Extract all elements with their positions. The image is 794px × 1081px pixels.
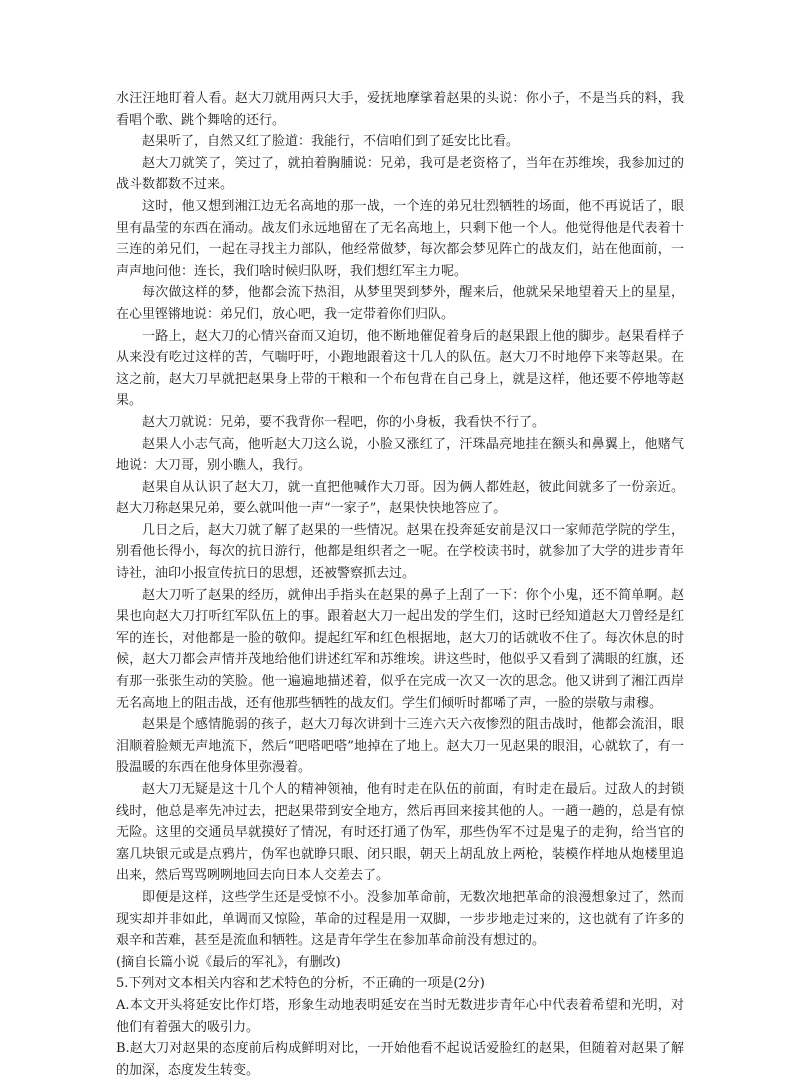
- paragraph: 即便是这样，这些学生还是受惊不小。没参加革命前，无数次地把革命的浪漫想象过了，然而现实却并非如此，单调而又惊险，革命的过程是用一双脚，一步步地走过来的，这也就有了许多的艰辛和苦难，甚至是流血和牺牲。这是青年学生在参加革命前没有想过的。: [116, 889, 684, 949]
- paragraph: 赵大刀就说：兄弟，要不我背你一程吧，你的小身板，我看快不行了。: [142, 414, 546, 430]
- paragraph: 赵果是个感情脆弱的孩子，赵大刀每次讲到十三连六天六夜惨烈的阻击战时，他都会流泪，眼泪顺着脸颊无声地流下，然后“吧嗒吧嗒”地掉在了地上。赵大刀一见赵果的眼泪，心就软了，有一股温暖的东西在他身体里弥漫着。: [116, 717, 684, 776]
- paragraph: 这时，他又想到湘江边无名高地的那一战，一个连的弟兄壮烈牺牲的场面，他不再说话了，眼里有晶莹的东西在涌动。战友们永远地留在了无名高地上，只剩下他一个人。他觉得他是代表着十三连的弟兄们，一起在寻找主力部队，他经常做梦，每次都会梦见阵亡的战友们，站在他面前，一声声地问他：连长，我们啥时候归队呀，我们想红军主力呢。: [116, 198, 684, 279]
- paragraph: 赵果人小志气高，他听赵大刀这么说，小脸又涨红了，汗珠晶亮地挂在额头和鼻翼上，他赌气地说：大刀哥，别小瞧人，我行。: [116, 436, 684, 474]
- source-note: (摘自长篇小说《最后的军礼》，有删改): [116, 954, 341, 970]
- option-b: B.赵大刀对赵果的态度前后构成鲜明对比，一开始他看不起说话爱脸红的赵果，但随着对赵果了解的加深，态度发生转变。: [116, 1041, 684, 1078]
- paragraph: 水汪汪地盯着人看。赵大刀就用两只大手，爱抚地摩挲着赵果的头说：你小子，不是当兵的料，我看唱个歌、跳个舞啥的还行。: [116, 91, 684, 128]
- option-a: A.本文开头将延安比作灯塔，形象生动地表明延安在当时无数进步青年心中代表着希望和光明，对他们有着强大的吸引力。: [116, 997, 684, 1035]
- paragraph: 赵大刀就笑了，笑过了，就拍着胸脯说：兄弟，我可是老资格了，当年在苏维埃，我参加过的战斗数都数不过来。: [116, 155, 684, 193]
- paragraph: 几日之后，赵大刀就了解了赵果的一些情况。赵果在投奔延安前是汉口一家师范学院的学生，别看他长得小，每次的抗日游行，他都是组织者之一呢。在学校读书时，就参加了大学的进步青年诗社，油印小报宣传抗日的思想，还被警察抓去过。: [116, 522, 684, 582]
- paragraph: 赵大刀听了赵果的经历，就伸出手指头在赵果的鼻子上刮了一下：你个小鬼，还不简单啊。赵果也向赵大刀打听红军队伍上的事。跟着赵大刀一起出发的学生们，这时已经知道赵大刀曾经是红军的连长，对他都是一脸的敬仰。提起红军和红色根据地，赵大刀的话就收不住了。每次休息的时候，赵大刀都会声情并茂地给他们讲述红军和苏维埃。讲这些时，他似乎又看到了满眼的红旗，还有那一张张生动的笑脸。他一遍遍地描述着，似乎在完成一次又一次的思念。他又讲到了湘江西岸无名高地上的阻击战，还有他那些牺牲的战友们。学生们倾听时都唏了声，一脸的崇敬与肃穆。: [116, 587, 684, 711]
- paragraph: 一路上，赵大刀的心情兴奋而又迫切，他不断地催促着身后的赵果跟上他的脚步。赵果看样子从来没有吃过这样的苦，气喘吁吁，小跑地跟着这十几人的队伍。赵大刀不时地停下来等赵果。在这之前，赵大刀早就把赵果身上带的干粮和一个布包背在自己身上，就是这样，他还要不停地等赵果。: [116, 328, 684, 409]
- document-page: [116, 88, 684, 1081]
- paragraph: 赵大刀无疑是这十几个人的精神领袖，他有时走在队伍的前面，有时走在最后。过敌人的封锁线时，他总是率先冲过去，把赵果带到安全地方，然后再回来接其他的人。一趟一趟的，总是有惊无险。这里的交通员早就摸好了情况，有时还打通了伪军，那些伪军不过是鬼子的走狗，给当官的塞几块银元或是点鸦片，伪军也就睁只眼、闭只眼，朝天上胡乱放上两枪，装模作样地从炮楼里追出来，然后骂骂咧咧地回去向日本人交差去了。: [116, 782, 684, 884]
- question-stem: 5.下列对文本相关内容和艺术特色的分析，不正确的一项是(2分): [116, 976, 485, 992]
- paragraph: 每次做这样的梦，他都会流下热泪，从梦里哭到梦外，醒来后，他就呆呆地望着天上的星星，在心里铿锵地说：弟兄们，放心吧，我一定带着你们归队。: [116, 285, 684, 322]
- paragraph: 赵果听了，自然又红了脸道：我能行，不信咱们到了延安比比看。: [142, 134, 520, 150]
- paragraph: 赵果自从认识了赵大刀，就一直把他喊作大刀哥。因为俩人都姓赵，彼此间就多了一份亲近。赵大刀称赵果兄弟，要么就叫他一声“一家子”，赵果快快地答应了。: [116, 479, 684, 517]
